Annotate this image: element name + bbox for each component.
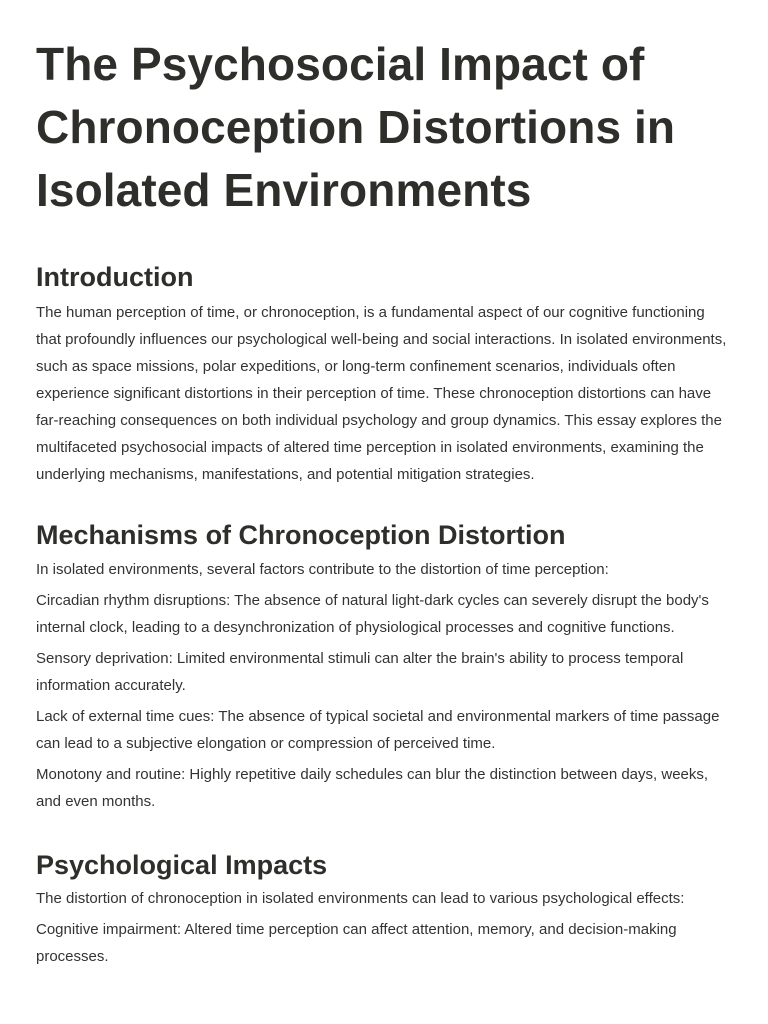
psychological-heading: Psychological Impacts [36, 850, 328, 880]
introduction-heading: Introduction [36, 262, 194, 292]
mechanisms-section [36, 517, 732, 815]
document-title: The Psychosocial Impact of Chronoception Distortions in Isolated Environments [36, 38, 676, 216]
psychological-item-cognitive: Cognitive impairment: Altered time perception can affect attention, memory, and decision-making processes. [36, 921, 677, 965]
mechanisms-heading: Mechanisms of Chronoception Distortion [36, 520, 566, 550]
mechanism-item-monotony: Monotony and routine: Highly repetitive daily schedules can blur the distinction between days, weeks, and even months. [36, 766, 709, 810]
psychological-lead-paragraph: The distortion of chronoception in isolated environments can lead to various psychological effects: [36, 890, 685, 907]
mechanism-item-sensory: Sensory deprivation: Limited environmental stimuli can alter the brain's ability to process temporal information accurately. [36, 650, 684, 694]
mechanism-item-circadian: Circadian rhythm disruptions: The absence of natural light-dark cycles can severely disrupt the body's internal clock, leading to a desynchronization of physiological processes and cognitive functions. [36, 592, 709, 636]
introduction-section [36, 259, 732, 488]
introduction-paragraph: The human perception of time, or chronoception, is a fundamental aspect of our cognitive functioning that profoundly influences our psychological well-being and social interactions. In isolated environments, such as space missions, polar expeditions, or long-term confinement scenarios, individuals often experience significant distortions in their perception of time. These chronoception distortions can have far-reaching consequences on both individual psychology and group dynamics. This essay explores the multifaceted psychosocial impacts of altered time perception in isolated environments, examining the underlying mechanisms, manifestations, and potential mitigation strategies. [36, 304, 727, 483]
mechanism-item-time-cues: Lack of external time cues: The absence of typical societal and environmental markers of time passage can lead to a subjective elongation or compression of perceived time. [36, 708, 720, 752]
mechanisms-lead-paragraph: In isolated environments, several factors contribute to the distortion of time perception: [36, 561, 609, 578]
psychological-section [36, 847, 732, 970]
